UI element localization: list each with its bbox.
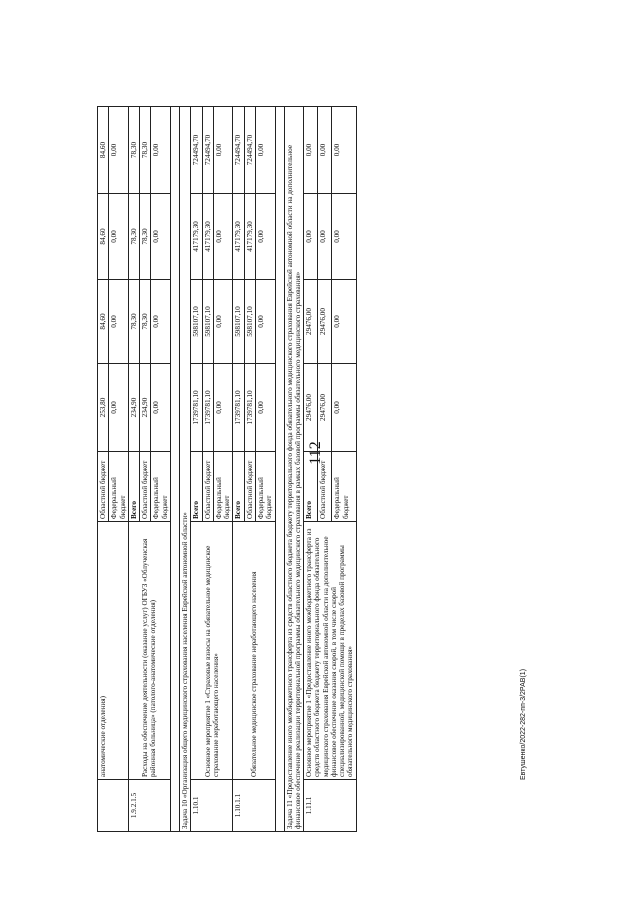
- row-code: [98, 780, 129, 832]
- amount-cell: 1739781,10: [244, 364, 255, 452]
- funding-source: Федеральный бюджет: [255, 452, 275, 522]
- amount-cell: 598107,10: [202, 280, 213, 364]
- spacer-cell: [275, 107, 284, 832]
- amount-cell: 598107,10: [233, 280, 244, 364]
- amount-cell: 724494,70: [191, 107, 202, 194]
- amount-cell: 0,00: [151, 107, 171, 194]
- task-heading: Задача 11 «Предоставление иного межбюджетного трансферта из средств областного бюджета бюджету территориального фонда обязательного медицинского страхования Еврейской автономной области на дополнительное финансовое обеспечение реализации территориальной программы обязательного медицинского страхования в рамках базовой программы обязательного медицинского страхования»: [284, 107, 304, 832]
- row-code: 1.10.1.1: [233, 780, 275, 832]
- amount-cell: 0,00: [304, 194, 318, 280]
- row-name: Основное мероприятие 1 «Страховые взносы на обязательное медицинское страхование неработающего населения»: [191, 522, 233, 780]
- funding-source: Федеральный бюджет: [151, 452, 171, 522]
- amount-cell: 0,00: [332, 280, 356, 364]
- amount-cell: 724494,70: [202, 107, 213, 194]
- table-row: [128, 107, 139, 832]
- funding-source: Федеральный бюджет: [332, 452, 356, 522]
- amount-cell: 0,00: [151, 194, 171, 280]
- funding-source: Областной бюджет: [202, 452, 213, 522]
- table-row: [304, 107, 318, 832]
- spacer-row: [170, 107, 179, 832]
- page-number: 112: [307, 441, 324, 465]
- table-row: [233, 107, 244, 832]
- amount-cell: 0,00: [332, 107, 356, 194]
- amount-cell: 0,00: [318, 194, 332, 280]
- row-code: 1.9.2.1.5: [128, 780, 170, 832]
- amount-cell: 417179,30: [233, 194, 244, 280]
- amount-cell: 1739781,10: [233, 364, 244, 452]
- funding-source: Федеральный бюджет: [213, 452, 233, 522]
- amount-cell: 0,00: [151, 364, 171, 452]
- amount-cell: 29476,00: [318, 364, 332, 452]
- task-heading: Задача 10 «Организация общего медицинского страхования населения Еврейской автономной области»: [179, 107, 190, 832]
- amount-cell: 0,00: [109, 364, 129, 452]
- amount-cell: 0,00: [304, 107, 318, 194]
- amount-cell: 417179,30: [202, 194, 213, 280]
- amount-cell: 0,00: [213, 364, 233, 452]
- row-code: 1.10.1: [191, 780, 233, 832]
- spacer-cell: [170, 107, 179, 832]
- amount-cell: 0,00: [151, 280, 171, 364]
- document-stamp: Евтушенко/2022-282-пп-3/2РАВ(1): [520, 668, 527, 780]
- amount-cell: 0,00: [332, 364, 356, 452]
- amount-cell: 724494,70: [244, 107, 255, 194]
- row-name: анатомические отделения): [98, 522, 129, 780]
- amount-cell: 598107,10: [244, 280, 255, 364]
- amount-cell: 0,00: [109, 107, 129, 194]
- row-name: Обязательное медицинское страхование неработающего населения: [233, 522, 275, 780]
- table-row: [191, 107, 202, 832]
- amount-cell: 0,00: [255, 280, 275, 364]
- amount-cell: 0,00: [255, 194, 275, 280]
- funding-source: Всего: [128, 452, 139, 522]
- funding-source: Всего: [191, 452, 202, 522]
- table-row: [98, 107, 109, 832]
- amount-cell: 78,30: [140, 107, 151, 194]
- amount-cell: 0,00: [318, 107, 332, 194]
- funding-source: Областной бюджет: [140, 452, 151, 522]
- task-row: [179, 107, 190, 832]
- amount-cell: 0,00: [255, 107, 275, 194]
- amount-cell: 0,00: [109, 194, 129, 280]
- amount-cell: 78,30: [128, 280, 139, 364]
- amount-cell: 84,60: [98, 194, 109, 280]
- amount-cell: 1739781,10: [191, 364, 202, 452]
- amount-cell: 1739781,10: [202, 364, 213, 452]
- amount-cell: 0,00: [213, 107, 233, 194]
- funding-source: Областной бюджет: [318, 452, 332, 522]
- amount-cell: 29476,00: [304, 364, 318, 452]
- amount-cell: 78,30: [128, 194, 139, 280]
- amount-cell: 29476,00: [304, 280, 318, 364]
- amount-cell: 234,90: [140, 364, 151, 452]
- amount-cell: 0,00: [255, 364, 275, 452]
- rotated-table-wrapper: [97, 107, 543, 832]
- row-code: 1.11.1: [304, 780, 357, 832]
- amount-cell: 0,00: [213, 280, 233, 364]
- amount-cell: 598107,10: [191, 280, 202, 364]
- amount-cell: 0,00: [213, 194, 233, 280]
- amount-cell: 0,00: [109, 280, 129, 364]
- amount-cell: 417179,30: [244, 194, 255, 280]
- amount-cell: 417179,30: [191, 194, 202, 280]
- funding-source: Областной бюджет: [98, 452, 109, 522]
- amount-cell: 29476,00: [318, 280, 332, 364]
- amount-cell: 253,80: [98, 364, 109, 452]
- amount-cell: 234,90: [128, 364, 139, 452]
- amount-cell: 84,60: [98, 107, 109, 194]
- funding-source: Всего: [233, 452, 244, 522]
- budget-table: [97, 106, 357, 832]
- amount-cell: 78,30: [140, 194, 151, 280]
- task-row: [284, 107, 304, 832]
- funding-source: Федеральный бюджет: [109, 452, 129, 522]
- budget-table-body: [98, 107, 357, 832]
- funding-source: Всего: [304, 452, 318, 522]
- row-name: Основное мероприятие 1 «Предоставление иного межбюджетного трансферта из средств областного бюджета бюджету территориального фонда обязательного медицинского страхования Еврейской автономной области на дополнительное финансовое обеспечение оказания скорой, в том числе скорой специализированной, медицинской помощи в пределах базовой программы обязательного медицинского страхования»: [304, 522, 357, 780]
- amount-cell: 84,60: [98, 280, 109, 364]
- amount-cell: 724494,70: [233, 107, 244, 194]
- spacer-row: [275, 107, 284, 832]
- funding-source: Областной бюджет: [244, 452, 255, 522]
- amount-cell: 78,30: [140, 280, 151, 364]
- amount-cell: 0,00: [332, 194, 356, 280]
- row-name: Расходы на обеспечение деятельности (оказание услуг) ОГБУЗ «Облученская районная больница» (патолого-анатомические отделения): [128, 522, 170, 780]
- amount-cell: 78,30: [128, 107, 139, 194]
